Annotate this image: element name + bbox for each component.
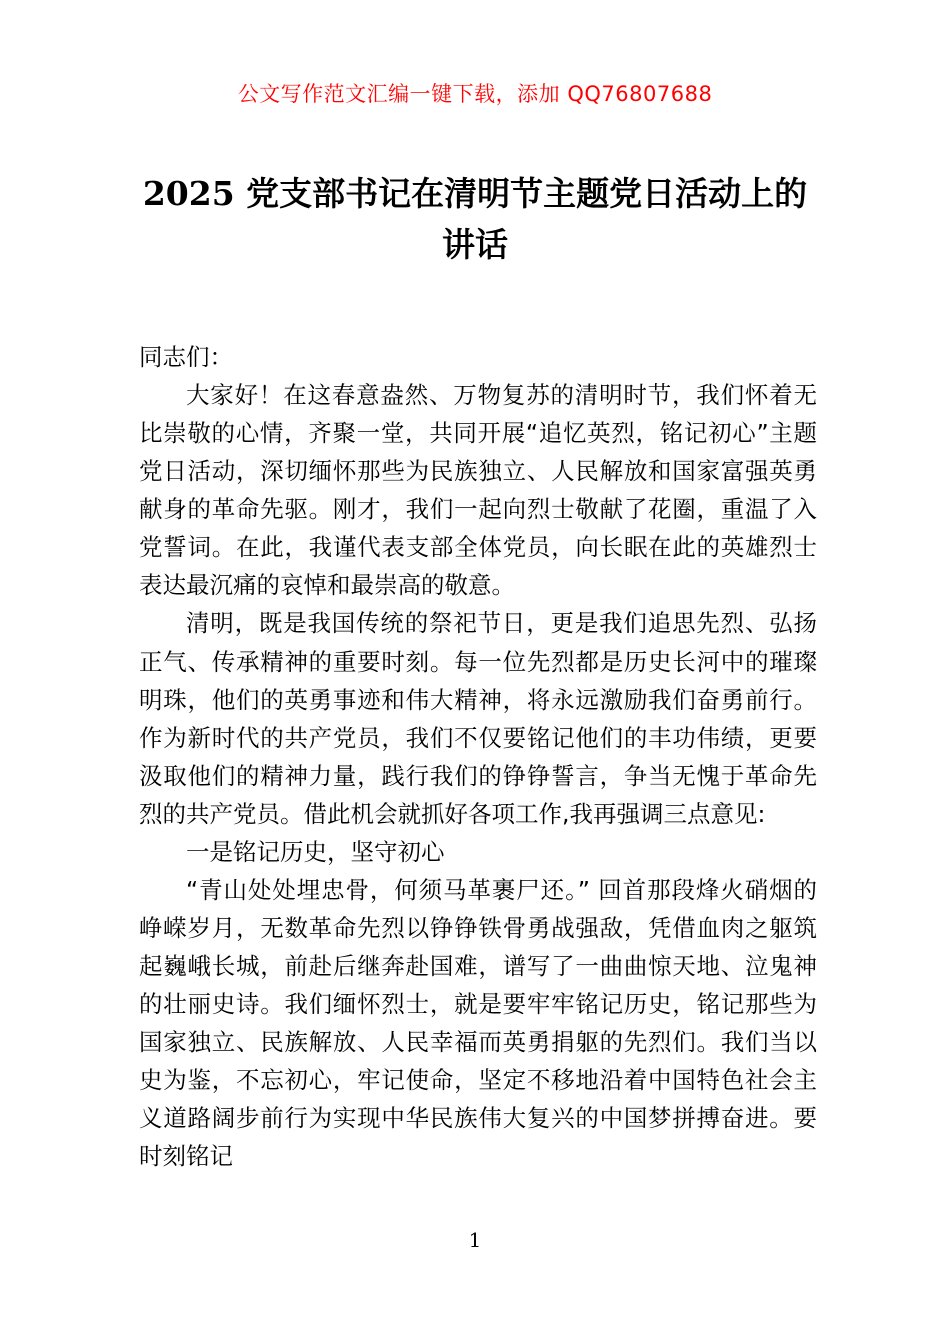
paragraph-3-heading: 一是铭记历史，坚守初心 xyxy=(186,837,445,866)
paragraph-2: 清明，既是我国传统的祭祀节日，更是我们追思先烈、弘扬正气、传承精神的重要时刻。每一位先烈都是历史长河中的璀璨明珠，他们的英勇事迹和伟大精神，将永远激励我们奋勇前行。作为新时代的共产党员，我们不仅要铭记他们的丰功伟绩，更要汲取他们的精神力量，践行我们的铮铮誓言，争当无愧于革命先烈的共产党员。借此机会就抓好各项工作,我再强调三点意见: xyxy=(139,609,817,828)
page-title: 2025 党支部书记在清明节主题党日活动上的讲话 xyxy=(142,174,808,265)
salutation: 同志们： xyxy=(139,343,233,371)
paragraph-1: 大家好！在这春意盎然、万物复苏的清明时节，我们怀着无比崇敬的心情，齐聚一堂，共同开展“追忆英烈，铭记初心”主题党日活动，深切缅怀那些为民族独立、人民解放和国家富强英勇献身的革命先驱。刚才，我们一起向烈士敬献了花圈，重温了入党誓词。在此，我谨代表支部全体党员，向长眠在此的英雄烈士表达最沉痛的哀悼和最崇高的敬意。 xyxy=(139,381,817,600)
paragraph-4: “青山处处埋忠骨，何须马革裹尸还。” 回首那段烽火硝烟的峥嵘岁月，无数革命先烈以铮铮铁骨勇战强敌，凭借血肉之躯筑起巍峨长城，前赴后继奔赴国难，谱写了一曲曲惊天地、泣鬼神的壮丽史诗。我们缅怀烈士，就是要牢牢铭记历史，铭记那些为国家独立、民族解放、人民幸福而英勇捐躯的先烈们。我们当以史为鉴，不忘初心，牢记使命，坚定不移地沿着中国特色社会主义道路阔步前行为实现中华民族伟大复兴的中国梦拼搏奋进。要时刻铭记 xyxy=(139,875,817,1171)
watermark-text: 公文写作范文汇编一键下载，添加 QQ76807688 xyxy=(237,82,713,106)
document-body xyxy=(139,338,817,1175)
page-number: 1 xyxy=(468,1228,482,1252)
